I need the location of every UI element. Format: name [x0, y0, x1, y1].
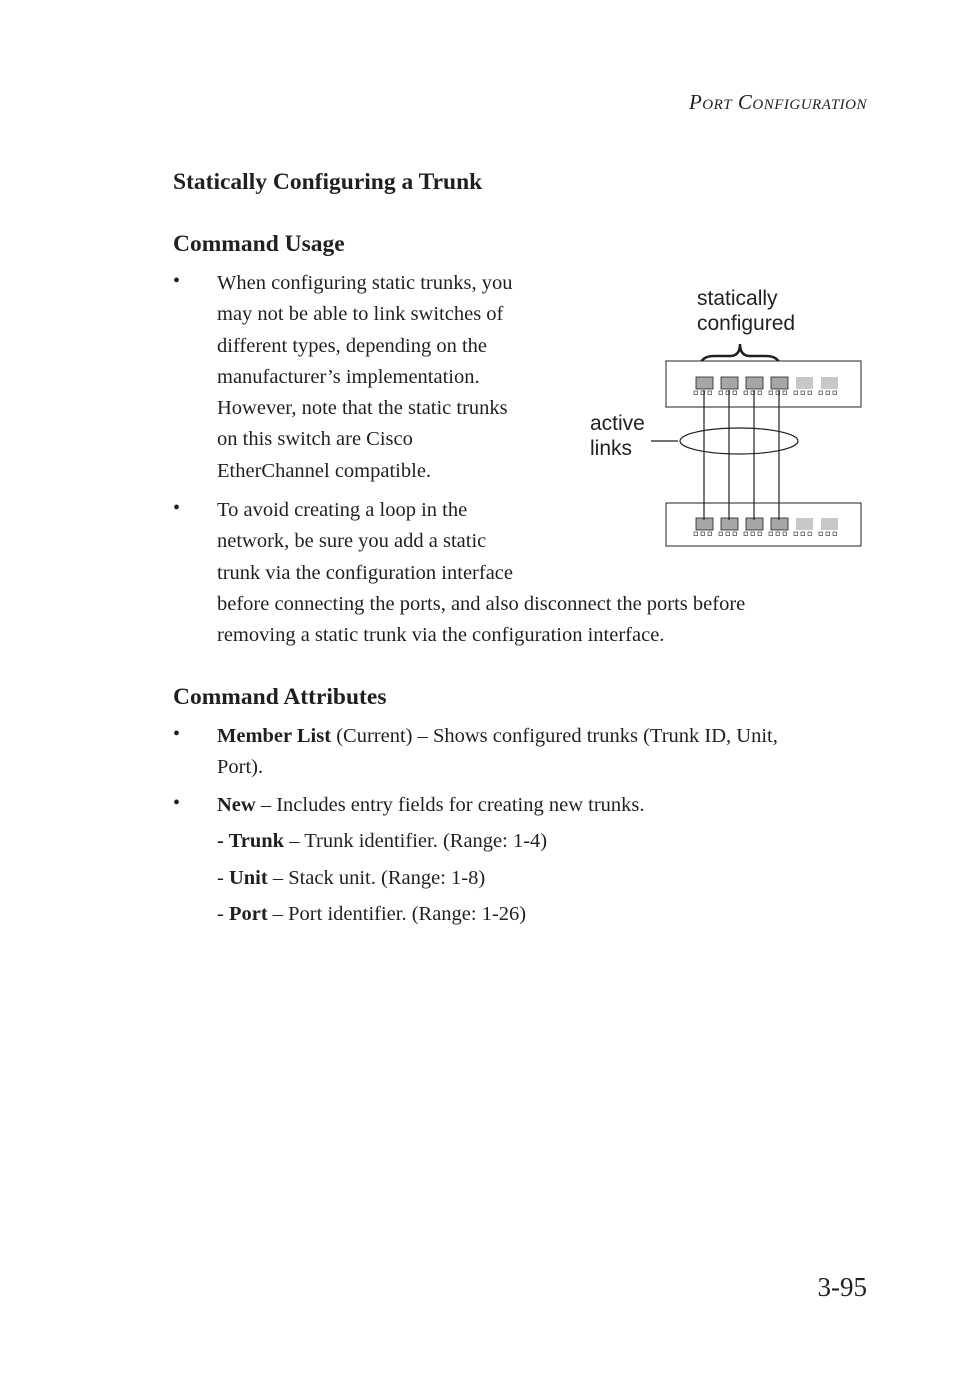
usage-bullet-1	[217, 268, 512, 487]
usage-bullet-1-line: When configuring static trunks, you	[217, 272, 513, 294]
command-attributes-heading: Command Attributes	[173, 684, 387, 710]
usage-bullet-1-line: EtherChannel compatible.	[217, 459, 432, 482]
switch-port	[821, 518, 838, 530]
unit-subitem	[217, 867, 485, 890]
usage-bullet-1-line: However, note that the static trunks	[217, 397, 508, 420]
usage-bullet-1-line: may not be able to link switches of	[217, 303, 504, 326]
command-usage-heading: Command Usage	[173, 231, 345, 257]
member-list-term: Member List	[217, 725, 332, 747]
trunk-diagram	[580, 280, 880, 560]
label-statically: statically	[697, 287, 778, 310]
port-desc: – Port identifier. (Range: 1-26)	[267, 903, 527, 925]
usage-bullet-2-line: trunk via the configuration interface	[217, 561, 513, 584]
unit-term: Unit	[228, 867, 268, 889]
member-list-desc: (Current) – Shows configured trunks (Trunk ID, Unit,	[331, 725, 778, 747]
usage-bullet-2-line: network, be sure you add a static	[217, 530, 487, 553]
bullet-member-list: •	[173, 723, 181, 745]
member-list-item	[217, 721, 867, 784]
bullet-new: •	[173, 792, 181, 814]
usage-bullet-2-line: To avoid creating a loop in the	[217, 499, 468, 521]
trunk-desc: – Trunk identifier. (Range: 1-4)	[284, 830, 548, 852]
switch-port	[771, 377, 788, 389]
running-header: Port Configuration	[688, 90, 867, 114]
label-configured: configured	[697, 312, 796, 335]
label-active: active	[590, 412, 645, 435]
trunk-prefix: -	[217, 830, 229, 852]
trunk-subitem	[217, 830, 547, 853]
member-list-desc-cont: Port).	[217, 756, 264, 779]
switch-port	[696, 377, 713, 389]
port-prefix: -	[217, 903, 229, 925]
port-term: Port	[228, 903, 268, 925]
page-number: 3-95	[817, 1272, 867, 1302]
unit-prefix: -	[217, 867, 229, 889]
unit-desc: – Stack unit. (Range: 1-8)	[267, 867, 486, 889]
new-term: New	[217, 794, 256, 816]
usage-bullet-2-line: removing a static trunk via the configuration interface.	[217, 624, 665, 647]
bullet-1: •	[173, 270, 181, 292]
switch-port	[721, 377, 738, 389]
section-title: Statically Configuring a Trunk	[173, 169, 483, 195]
switch-port	[746, 377, 763, 389]
usage-bullet-1-line: manufacturer’s implementation.	[217, 365, 480, 388]
label-links: links	[590, 437, 633, 460]
new-desc: – Includes entry fields for creating new trunks.	[255, 794, 645, 816]
active-links-ellipse	[680, 428, 798, 454]
switch-port	[796, 377, 813, 389]
port-subitem	[217, 903, 526, 926]
usage-bullet-1-line: different types, depending on the	[217, 334, 488, 357]
usage-bullet-2-line: before connecting the ports, and also disconnect the ports before	[217, 592, 746, 615]
switch-port	[796, 518, 813, 530]
usage-bullet-1-line: on this switch are Cisco	[217, 428, 413, 451]
trunk-term: Trunk	[228, 830, 285, 852]
switch-port	[821, 377, 838, 389]
new-item	[217, 790, 645, 821]
bullet-2: •	[173, 497, 181, 519]
